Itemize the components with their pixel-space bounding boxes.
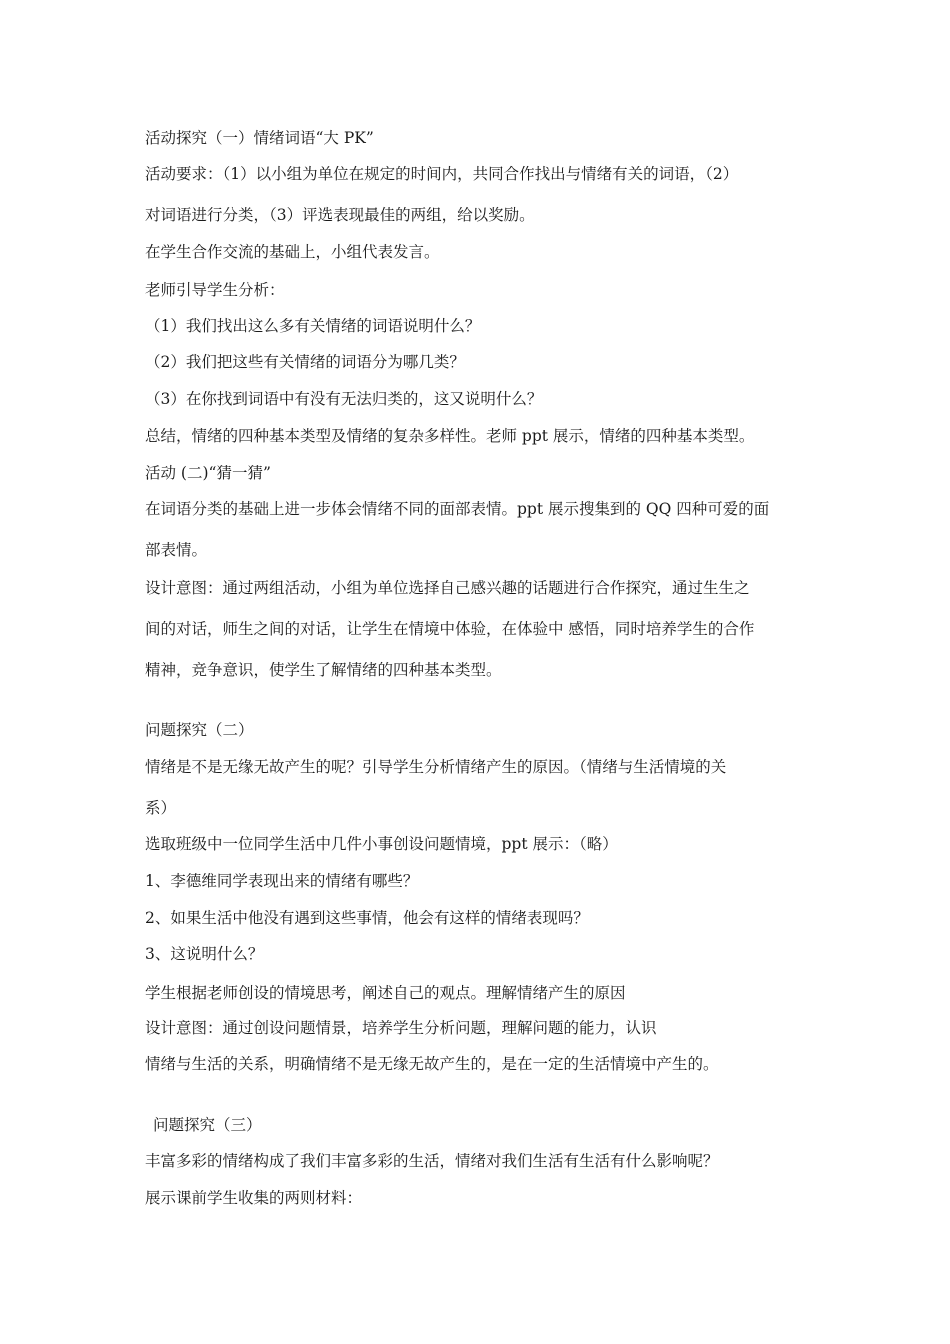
paragraph-line: 学生根据老师创设的情境思考，阐述自己的观点。理解情绪产生的原因 — [145, 984, 626, 1002]
paragraph-line: 在词语分类的基础上进一步体会情绪不同的面部表情。ppt 展示搜集到的 QQ 四种可爱的面 — [145, 500, 770, 518]
question-item: （3）在你找到词语中有没有无法归类的，这又说明什么？ — [145, 390, 543, 408]
paragraph-line: 精神，竞争意识，使学生了解情绪的四种基本类型。 — [145, 661, 502, 679]
paragraph-line: 在学生合作交流的基础上，小组代表发言。 — [145, 243, 440, 261]
paragraph-line: 对词语进行分类，（3）评选表现最佳的两组，给以奖励。 — [145, 206, 535, 224]
section-heading-activity-2: 活动 (二)“猜一猜” — [145, 464, 271, 482]
paragraph-line: 总结，情绪的四种基本类型及情绪的复杂多样性。老师 ppt 展示，情绪的四种基本类型。 — [145, 427, 755, 445]
paragraph-line: 老师引导学生分析： — [145, 281, 285, 299]
question-item: （2）我们把这些有关情绪的词语分为哪几类？ — [145, 353, 465, 371]
section-heading-activity-1: 活动探究（一）情绪词语“大 PK” — [145, 129, 374, 147]
paragraph-line: 设计意图：通过两组活动，小组为单位选择自己感兴趣的话题进行合作探究，通过生生之 — [145, 579, 750, 597]
question-item: 2、如果生活中他没有遇到这些事情，他会有这样的情绪表现吗？ — [145, 909, 589, 927]
section-heading-problem-2: 问题探究（二） — [145, 721, 254, 739]
paragraph-line: 间的对话，师生之间的对话，让学生在情境中体验，在体验中 感悟，同时培养学生的合作 — [145, 620, 755, 638]
paragraph-line: 活动要求：（1）以小组为单位在规定的时间内，共同合作找出与情绪有关的词语，（2） — [145, 165, 739, 183]
paragraph-line: 丰富多彩的情绪构成了我们丰富多彩的生活，情绪对我们生活有生活有什么影响呢？ — [145, 1152, 719, 1170]
paragraph-line: 情绪是不是无缘无故产生的呢？引导学生分析情绪产生的原因。（情绪与生活情境的关 — [145, 758, 727, 776]
paragraph-line: 系） — [145, 799, 177, 817]
paragraph-line: 选取班级中一位同学生活中几件小事创设问题情境，ppt 展示：（略） — [145, 835, 618, 853]
question-item: （1）我们找出这么多有关情绪的词语说明什么？ — [145, 317, 481, 335]
paragraph-line: 部表情。 — [145, 541, 208, 559]
question-item: 3、这说明什么？ — [145, 945, 264, 963]
section-heading-problem-3: 问题探究（三） — [153, 1116, 262, 1134]
question-item: 1、李德维同学表现出来的情绪有哪些？ — [145, 872, 419, 890]
paragraph-line: 展示课前学生收集的两则材料： — [145, 1189, 363, 1207]
paragraph-line: 设计意图：通过创设问题情景，培养学生分析问题，理解问题的能力，认识 — [145, 1019, 657, 1037]
paragraph-line: 情绪与生活的关系，明确情绪不是无缘无故产生的，是在一定的生活情境中产生的。 — [145, 1055, 719, 1073]
